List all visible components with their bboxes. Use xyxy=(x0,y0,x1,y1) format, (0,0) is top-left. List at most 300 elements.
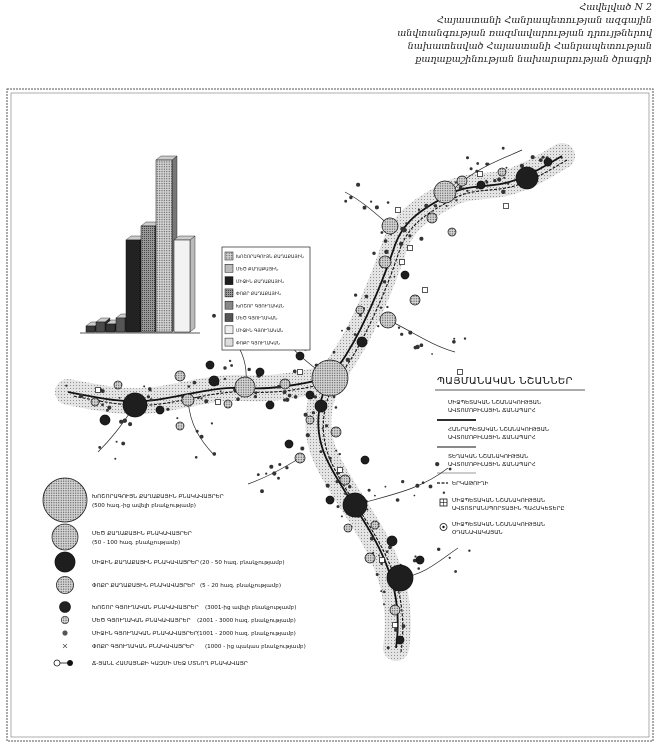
city-circle xyxy=(312,360,348,396)
chart-legend-box xyxy=(222,247,310,350)
village-dot xyxy=(383,591,386,594)
village-dot xyxy=(272,471,276,475)
village-dot xyxy=(408,331,412,335)
village-dot xyxy=(374,495,376,497)
village-dot xyxy=(415,484,419,488)
town-circle xyxy=(477,181,485,189)
village-dot xyxy=(380,590,382,592)
legend-range: (500 հազ.-ից ավելի բնակչությամբ) xyxy=(92,503,196,509)
village-dot xyxy=(147,395,150,398)
village-dot xyxy=(98,446,101,449)
village-dot xyxy=(466,190,468,192)
village-dot xyxy=(453,338,455,340)
village-dot xyxy=(380,307,382,309)
village-dot xyxy=(394,276,396,278)
village-dot xyxy=(123,419,127,423)
town-circle xyxy=(296,352,304,360)
village-dot xyxy=(402,624,406,628)
village-dot xyxy=(106,409,109,412)
village-dot xyxy=(344,200,347,203)
village-dot xyxy=(497,177,501,181)
community-member-symbol xyxy=(54,660,73,666)
village-dot xyxy=(400,333,403,336)
village-dot xyxy=(470,167,473,170)
large-city-symbol xyxy=(52,524,78,550)
village-dot xyxy=(195,456,198,459)
largest-city-symbol xyxy=(43,478,87,522)
legend-label: ԱՎՏՈՄՈԲԻԼԱՅԻՆ ՃԱՆԱՊԱՐՀ xyxy=(448,435,536,441)
legend-swatch xyxy=(225,326,233,334)
village-dot xyxy=(320,450,323,453)
town-circle xyxy=(410,295,420,305)
village-dot xyxy=(372,252,375,255)
village-dot xyxy=(405,222,407,224)
bar xyxy=(86,326,95,332)
town-circle xyxy=(371,521,379,529)
village-dot xyxy=(333,351,336,354)
village-dot xyxy=(288,394,292,398)
town-circle xyxy=(331,427,341,437)
village-dot xyxy=(322,428,324,430)
legend-label: ՄԻՋՊԵՏԱԿԱՆ ՆՇԱՆԱԿՈՒԹՅԱՆ xyxy=(448,400,542,406)
village-dot xyxy=(260,489,264,493)
village-dot xyxy=(341,515,343,517)
village-dot xyxy=(503,177,505,179)
village-dot xyxy=(339,453,341,455)
village-dot xyxy=(449,468,452,471)
checkpoint-marker xyxy=(96,388,101,393)
village-dot xyxy=(230,364,233,367)
legend-label: ԽՈՇՈՐԱԳՈՒՅՆ ՔԱՂԱՔԱՅԻՆ ԲՆԱԿԱՎԱՅՐԵՐ xyxy=(92,494,224,500)
village-dot xyxy=(415,345,419,349)
legend-label: ԱՎՏՈՄՈԲԻԼԱՅԻՆ ՃԱՆԱՊԱՐՀ xyxy=(448,462,536,468)
village-dot xyxy=(446,205,448,207)
village-dot xyxy=(384,239,388,243)
checkpoint-marker xyxy=(400,260,405,265)
village-dot xyxy=(304,413,308,417)
village-dot xyxy=(419,237,423,241)
header-line: Հայաստանի Հանրապետության ազգային xyxy=(436,15,652,26)
town-circle xyxy=(401,271,409,279)
village-dot xyxy=(283,398,286,401)
village-dot xyxy=(506,167,508,169)
village-dot xyxy=(277,477,280,480)
city-circle xyxy=(516,167,538,189)
legend-swatch xyxy=(225,301,233,309)
town-circle xyxy=(544,158,552,166)
city-circle xyxy=(387,565,413,591)
chart-legend-label: ԽՈՇՈՐ ԳՅՈՒՂԱԿԱՆ xyxy=(236,304,284,310)
village-dot xyxy=(431,353,433,355)
town-circle xyxy=(295,453,305,463)
village-dot xyxy=(196,430,199,433)
village-dot xyxy=(229,360,231,362)
legend-label: ՏԵՂԱԿԱՆ ՆՇԱՆԱԿՈՒԹՅԱՆ xyxy=(448,454,529,460)
town-circle xyxy=(498,168,506,176)
village-dot xyxy=(200,435,204,439)
legend-label: ԵՐԿԱԹՈՒՂԻ xyxy=(452,481,489,487)
village-dot xyxy=(507,182,509,184)
checkpoint-marker xyxy=(216,400,221,405)
village-dot xyxy=(213,452,217,456)
town-circle xyxy=(209,376,219,386)
checkpoint-marker xyxy=(408,246,413,251)
village-dot xyxy=(417,567,420,570)
bar-chart-inset xyxy=(80,156,200,333)
village-dot xyxy=(455,199,457,201)
village-dot xyxy=(347,327,351,331)
document-header xyxy=(397,2,652,65)
town-circle xyxy=(176,422,184,430)
checkpoint-marker xyxy=(478,172,483,177)
village-dot xyxy=(380,563,383,566)
checkpoint-marker xyxy=(458,370,463,375)
town-circle xyxy=(326,496,334,504)
village-dot xyxy=(399,242,403,246)
town-circle xyxy=(382,218,398,234)
village-dot xyxy=(223,366,226,369)
chart-legend xyxy=(222,247,310,350)
village-dot xyxy=(429,485,433,489)
village-dot xyxy=(79,394,83,398)
town-circle xyxy=(182,394,194,406)
medium-city-symbol xyxy=(55,552,75,572)
checkpoint-marker xyxy=(298,370,303,375)
village-dot xyxy=(386,550,389,553)
village-dot xyxy=(381,231,384,234)
village-dot xyxy=(420,343,424,347)
village-dot xyxy=(236,397,240,401)
village-dot xyxy=(561,157,563,159)
village-dot xyxy=(401,480,404,483)
village-dot xyxy=(387,201,390,204)
checkpoint-marker xyxy=(393,623,398,628)
legend-swatch xyxy=(225,252,233,260)
village-dot xyxy=(149,389,152,392)
village-dot xyxy=(211,422,213,424)
village-dot xyxy=(188,385,191,388)
village-dot xyxy=(377,325,379,327)
checkpoint-icon xyxy=(440,499,447,506)
village-dot xyxy=(121,442,125,446)
village-dot xyxy=(402,228,406,232)
village-dot xyxy=(418,209,420,211)
legend-range: (5 - 20 հազ. բնակչությամբ) xyxy=(200,583,282,589)
checkpoint-marker xyxy=(504,204,509,209)
town-circle xyxy=(344,524,352,532)
header-line: անվտանգության ռազմավարության դրույթներով xyxy=(397,28,652,39)
town-circle xyxy=(285,440,293,448)
large-village-symbol xyxy=(60,602,71,613)
village-dot xyxy=(293,370,297,374)
village-dot xyxy=(220,390,222,392)
header-line: քաղաքաշինության նախարարության ծրագրի xyxy=(415,54,652,65)
town-circle xyxy=(390,605,400,615)
village-dot xyxy=(493,179,496,182)
village-dot xyxy=(455,181,457,183)
legend-label: ՄԵԾ ՔԱՂԱՔԱՅԻՆ ԲՆԱԿԱՎԱՅՐԵՐ xyxy=(92,531,192,537)
town-circle xyxy=(91,398,99,406)
village-dot xyxy=(285,466,288,469)
town-circle xyxy=(114,381,122,389)
small-city-symbol xyxy=(57,577,74,594)
village-dot xyxy=(539,158,543,162)
town-circle xyxy=(306,391,314,399)
village-dot xyxy=(384,250,388,254)
village-dot xyxy=(422,481,425,484)
village-dot xyxy=(254,395,257,398)
village-dot xyxy=(476,162,479,165)
legend-swatch xyxy=(225,277,233,285)
local-road xyxy=(248,458,300,484)
town-circle xyxy=(365,553,375,563)
village-dot xyxy=(65,385,67,387)
village-dot xyxy=(367,509,369,511)
town-circle xyxy=(356,306,364,314)
town-circle xyxy=(379,256,391,268)
town-circle xyxy=(315,400,327,412)
legend-label: ՄԻՋԻՆ ԳՅՈՒՂԱԿԱՆ ԲՆԱԿԱՎԱՅՐԵՐ xyxy=(92,631,198,637)
village-dot xyxy=(365,295,369,299)
big-village-symbol xyxy=(61,616,69,624)
village-dot xyxy=(459,186,463,190)
legend-label: ԱՎՏՈՄՈԲԻԼԱՅԻՆ ՃԱՆԱՊԱՐՀ xyxy=(448,408,536,414)
village-dot xyxy=(143,385,145,387)
legend-title: ՊԱՅՄԱՆԱԿԱՆ ՆՇԱՆՆԵՐ xyxy=(437,376,573,387)
village-dot xyxy=(200,397,202,399)
village-dot xyxy=(376,573,379,576)
header-line: նախատեսված Հայաստանի Հանրապետության xyxy=(407,41,652,52)
road-guide xyxy=(355,468,448,505)
town-circle xyxy=(396,636,404,644)
legend-range: (50 - 100 հազ. բնակչությամբ) xyxy=(92,540,181,546)
city-circle xyxy=(235,377,255,397)
village-dot xyxy=(150,398,153,401)
legend-label: Ճ-ՅԱՆԼ ՀԱՄԱՅՆՔԻ ԿԱԶՄԻ ՄԵՋ ՄՏՆՈՂ ԲՆԱԿԱՎԱՅՐ xyxy=(92,661,248,667)
village-dot xyxy=(212,314,216,318)
village-dot xyxy=(368,489,371,492)
chart-legend-label: ՓՈՔՐ ԳՅՈՒՂԱԿԱՆ xyxy=(236,341,281,347)
village-dot xyxy=(329,457,332,460)
chart-legend-label: ԽՈՇՈՐԱԳՈՒՅՆ ՔԱՂԱՔԱՅԻՆ xyxy=(236,255,305,261)
village-dot xyxy=(370,201,372,203)
middle-village-symbol xyxy=(62,630,67,635)
village-dot xyxy=(383,292,385,294)
legend-swatch xyxy=(225,338,233,346)
village-dot xyxy=(349,196,352,199)
legend-range: (3001-ից ավելի բնակչությամբ) xyxy=(205,605,297,611)
village-dot xyxy=(452,340,456,344)
bar xyxy=(156,160,172,332)
checkpoint-marker xyxy=(338,468,343,473)
map-signs-legend xyxy=(435,376,585,536)
village-dot xyxy=(344,492,347,495)
village-dot xyxy=(336,480,339,483)
chart-legend-label: ՄԵԾ ՔԱՂԱՔԱՅԻՆ xyxy=(236,267,279,273)
village-dot xyxy=(254,392,257,395)
village-dot xyxy=(387,646,390,649)
local-road xyxy=(188,400,214,455)
village-dot xyxy=(468,550,470,552)
legend-range: (1000 - ից պակաս բնակչությամբ) xyxy=(205,644,306,650)
village-dot xyxy=(370,537,374,541)
legend-range: (1001 - 2000 հազ. բնակչությամբ) xyxy=(197,631,296,637)
village-dot xyxy=(348,485,351,488)
village-dot xyxy=(283,390,287,394)
town-circle xyxy=(416,556,424,564)
village-dot xyxy=(394,628,398,632)
village-dot xyxy=(269,465,273,469)
checkpoint-marker xyxy=(380,558,385,563)
town-circle xyxy=(156,406,164,414)
legend-swatch xyxy=(225,314,233,322)
village-dot xyxy=(375,205,379,209)
village-dot xyxy=(385,486,387,488)
bar xyxy=(96,322,105,332)
village-dot xyxy=(542,156,545,159)
bar xyxy=(116,318,125,332)
village-dot xyxy=(224,378,226,380)
road-guide xyxy=(188,400,214,455)
legend-range: (2001 - 3000 հազ. բնակչությամբ) xyxy=(197,618,296,624)
town-circle xyxy=(206,361,214,369)
village-dot xyxy=(414,495,416,497)
checkpoint-marker xyxy=(396,208,401,213)
village-dot xyxy=(204,399,208,403)
local-road xyxy=(355,468,448,505)
bar xyxy=(106,324,115,332)
village-dot xyxy=(325,424,328,427)
town-circle xyxy=(306,416,314,424)
village-dot xyxy=(378,555,380,557)
road-guide xyxy=(248,458,300,484)
legend-range: (20 - 50 հազ. բնակչությամբ) xyxy=(200,560,285,566)
village-dot xyxy=(341,330,343,332)
village-dot xyxy=(119,397,121,399)
village-dot xyxy=(354,294,357,297)
village-dot xyxy=(265,473,267,475)
legend-swatch xyxy=(225,264,233,272)
chart-legend-label: ՄԻՋԻՆ ԳՅՈՒՂԱԿԱՆ xyxy=(236,329,284,334)
town-circle xyxy=(340,475,350,485)
village-dot xyxy=(449,557,451,559)
bar xyxy=(126,240,140,332)
village-dot xyxy=(101,403,104,406)
legend-swatch xyxy=(225,289,233,297)
city-circle xyxy=(434,181,456,203)
legend-label: ՄԻՋՊԵՏԱԿԱՆ ՆՇԱՆԱԿՈՒԹՅԱՆ xyxy=(452,522,546,528)
village-dot xyxy=(128,422,132,426)
village-dot xyxy=(437,548,440,551)
village-dot xyxy=(346,358,350,362)
annex-number: Հավելված N 2 xyxy=(579,2,652,13)
village-dot xyxy=(386,306,388,308)
legend-label: ՀԱՆՐԱՊԵՏԱԿԱՆ ՆՇԱՆԱԿՈՒԹՅԱՆ xyxy=(448,427,549,433)
bar-side xyxy=(190,236,195,332)
town-circle xyxy=(100,415,110,425)
village-dot xyxy=(531,155,535,159)
village-dot xyxy=(354,333,357,336)
chart-legend-label: ՄԻՋԻՆ ՔԱՂԱՔԱՅԻՆ xyxy=(236,279,285,285)
village-dot xyxy=(166,408,169,411)
legend-label: ՄԵԾ ԳՅՈՒՂԱԿԱՆ ԲՆԱԿԱՎԱՅՐԵՐ xyxy=(92,618,191,624)
chart-legend-label: ՄԵԾ ԳՅՈՒՂԱԿԱՆ xyxy=(236,316,278,322)
village-dot xyxy=(502,147,505,150)
legend-label: ՓՈՔՐ ԳՅՈՒՂԱԿԱՆ ԲՆԱԿԱՎԱՅՐԵՐ xyxy=(92,644,194,650)
legend-label: ՕԴԱՆԱՎԱԿԱՅԱՆ xyxy=(452,530,503,536)
village-dot xyxy=(443,492,445,494)
village-dot xyxy=(335,450,337,452)
legend-label: ՄԻՋԻՆ ՔԱՂԱՔԱՅԻՆ ԲՆԱԿԱՎԱՅՐԵՐ xyxy=(92,560,199,566)
village-dot xyxy=(485,163,488,166)
village-dot xyxy=(116,441,118,443)
village-dot xyxy=(486,181,489,184)
village-dot xyxy=(326,484,330,488)
village-dot xyxy=(396,498,400,502)
town-circle xyxy=(387,536,397,546)
village-dot xyxy=(466,156,469,159)
chart-legend-label: ՓՈՔՐ ՔԱՂԱՔԱՅԻՆ xyxy=(236,292,282,298)
village-dot xyxy=(193,381,197,385)
village-dot xyxy=(414,555,416,557)
town-circle xyxy=(361,456,369,464)
village-dot xyxy=(501,190,505,194)
village-dot xyxy=(294,395,298,399)
legend-label: ՄԻՋՊԵՏԱԿԱՆ ՆՇԱՆԱԿՈՒԹՅԱՆ xyxy=(452,498,546,504)
village-dot xyxy=(335,406,338,409)
village-dot xyxy=(300,447,304,451)
village-dot xyxy=(312,411,315,414)
village-dot xyxy=(408,234,411,237)
town-circle xyxy=(266,401,274,409)
town-circle xyxy=(427,213,437,223)
bar xyxy=(141,226,155,332)
village-dot xyxy=(464,337,466,339)
village-dot xyxy=(363,206,367,210)
village-dot xyxy=(383,280,386,283)
town-circle xyxy=(448,228,456,236)
village-dot xyxy=(176,417,178,419)
city-circle xyxy=(123,393,147,417)
village-dot xyxy=(434,204,437,207)
village-dot xyxy=(424,204,428,208)
legend-label: ԱՎՏՈՏՐԱՆՍՊՈՐՏԱՅԻՆ ՊԱՀԱԿԵՏԵՐԸ xyxy=(452,506,565,512)
town-circle xyxy=(380,312,396,328)
village-dot xyxy=(114,458,116,460)
village-dot xyxy=(278,463,281,466)
village-dot xyxy=(248,368,251,371)
settlements-legend xyxy=(43,478,306,667)
village-dot xyxy=(435,462,439,466)
checkpoint-marker xyxy=(423,288,428,293)
village-dot xyxy=(398,327,400,329)
village-dot xyxy=(119,420,123,424)
village-dot xyxy=(383,603,385,605)
town-circle xyxy=(280,379,290,389)
village-dot xyxy=(454,570,457,573)
town-circle xyxy=(357,337,367,347)
village-dot xyxy=(257,473,260,476)
village-dot xyxy=(197,396,200,399)
town-circle xyxy=(175,371,185,381)
small-village-symbol xyxy=(63,644,67,648)
village-dot xyxy=(107,406,111,410)
town-circle xyxy=(256,368,264,376)
city-circle xyxy=(343,493,367,517)
town-circle xyxy=(224,400,232,408)
village-dot xyxy=(306,433,310,437)
village-dot xyxy=(337,505,340,508)
